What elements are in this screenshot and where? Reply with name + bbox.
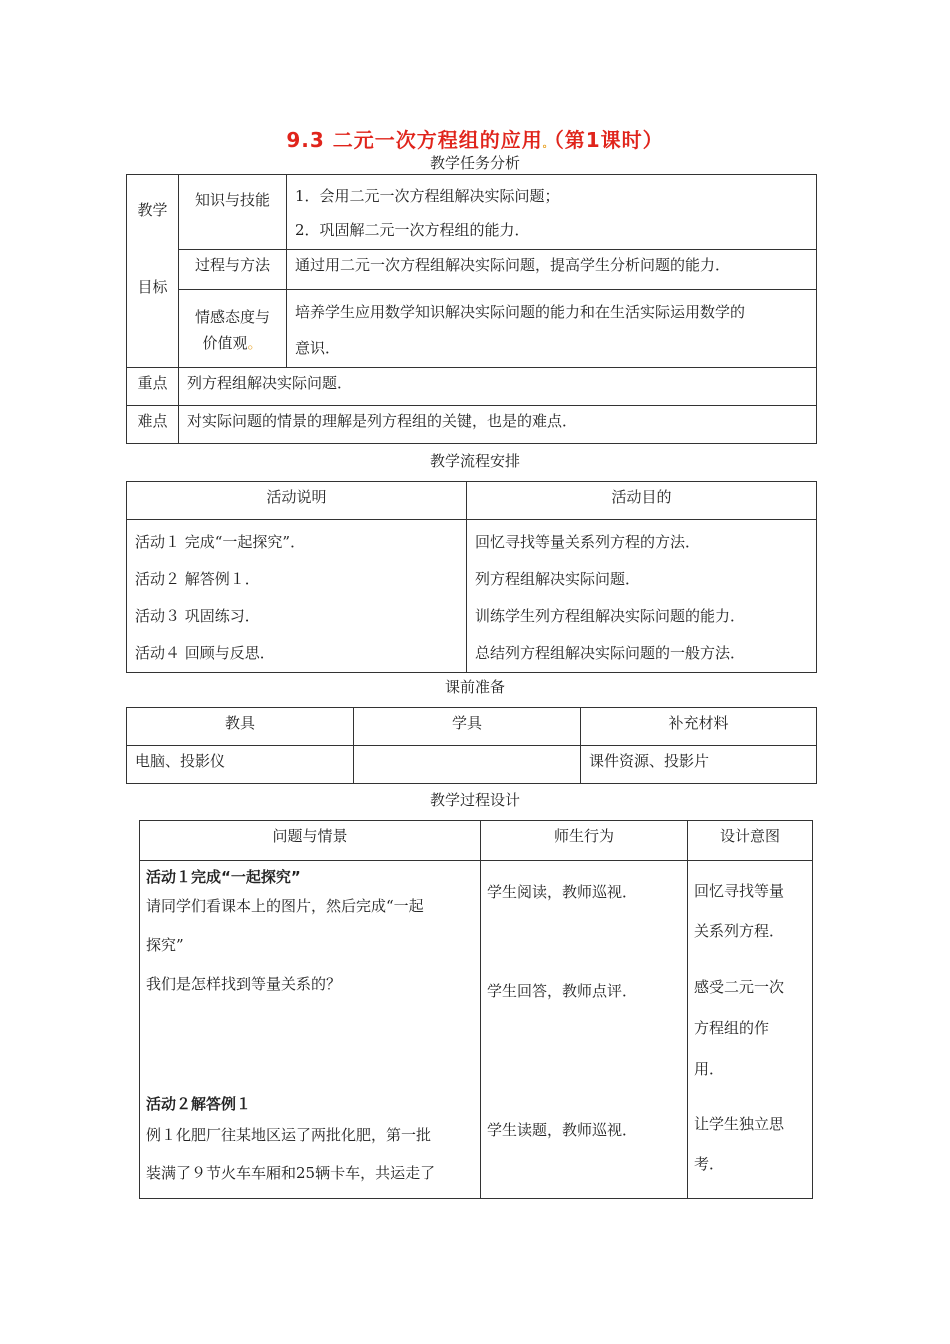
activity1-title: 活动１完成“一起探究” [146, 868, 301, 886]
list-item: 训练学生列方程组解决实际问题的能力． [475, 607, 746, 625]
key-label: 重点 [127, 368, 179, 406]
list-item: 活动１ 完成“一起探究”． [135, 533, 306, 551]
knowledge-items: 1．会用二元一次方程组解决实际问题； 2．巩固解二元一次方程组的能力． [287, 175, 817, 250]
process-behavior-cell: 学生阅读，教师巡视． 学生回答，教师点评． 学生读题，教师巡视． [481, 861, 688, 1199]
process-header-behavior: 师生行为 [481, 821, 688, 861]
list-item: 总结列方程组解决实际问题的一般方法． [475, 644, 746, 662]
difficulty-label: 难点 [127, 406, 179, 444]
list-item: 活动２ 解答例１． [135, 570, 260, 588]
prep-table [126, 707, 817, 784]
attitude-text: 培养学生应用数学知识解决实际问题的能力和在生活实际运用数学的 意识． [287, 290, 817, 368]
page-title: 9.3 二元一次方程组的应用。（第1课时） [286, 128, 664, 152]
list-item: 回忆寻找等量关系列方程的方法． [475, 533, 701, 551]
prep-teacher-tools: 电脑、投影仪 [127, 746, 354, 784]
list-item: 活动３ 巩固练习． [135, 607, 260, 625]
objectives-table [126, 174, 817, 444]
list-item: 活动４ 回顾与反思． [135, 644, 275, 662]
process-intent-cell: 回忆寻找等量 关系列方程． 感受二元一次 方程组的作 用． 让学生独立思 考． [688, 861, 813, 1199]
prep-supplement: 课件资源、投影片 [581, 746, 817, 784]
process-problem-cell: 活动１完成“一起探究” 请同学们看课本上的图片，然后完成“一起 探究” 我们是怎样找到等量关系的？ 活动２解答例１ 例１化肥厂往某地区运了两批化肥，第一批 装满了９节火车车厢和25辆卡车，共运走了 [140, 861, 481, 1199]
process-header-problem: 问题与情景 [140, 821, 481, 861]
prep-student-tools [354, 746, 581, 784]
flow-purposes [467, 520, 817, 673]
process-header-intent: 设计意图 [688, 821, 813, 861]
section-prep: 课前准备 [444, 678, 505, 696]
section-process: 教学过程设计 [429, 791, 520, 809]
key-text: 列方程组解决实际问题． [179, 368, 817, 406]
difficulty-text: 对实际问题的情景的理解是列方程组的关键，也是的难点． [179, 406, 817, 444]
flow-header-purpose: 活动目的 [467, 482, 817, 520]
section-task-analysis: 教学任务分析 [429, 154, 520, 172]
prep-header-student: 学具 [354, 708, 581, 746]
flow-header-desc: 活动说明 [127, 482, 467, 520]
knowledge-label: 知识与技能 [179, 175, 287, 250]
flow-table [126, 481, 817, 673]
section-flow: 教学流程安排 [429, 452, 520, 470]
objectives-label: 教学 目标 [127, 175, 179, 368]
attitude-label: 情感态度与 价值观。 [179, 290, 287, 368]
flow-activities [127, 520, 467, 673]
activity2-title: 活动２解答例１ [146, 1095, 252, 1113]
process-text: 通过用二元一次方程组解决实际问题，提高学生分析问题的能力． [287, 250, 817, 290]
process-label: 过程与方法 [179, 250, 287, 290]
process-table [139, 820, 813, 1199]
list-item: 列方程组解决实际问题． [475, 570, 641, 588]
prep-header-teacher: 教具 [127, 708, 354, 746]
prep-header-supplement: 补充材料 [581, 708, 817, 746]
